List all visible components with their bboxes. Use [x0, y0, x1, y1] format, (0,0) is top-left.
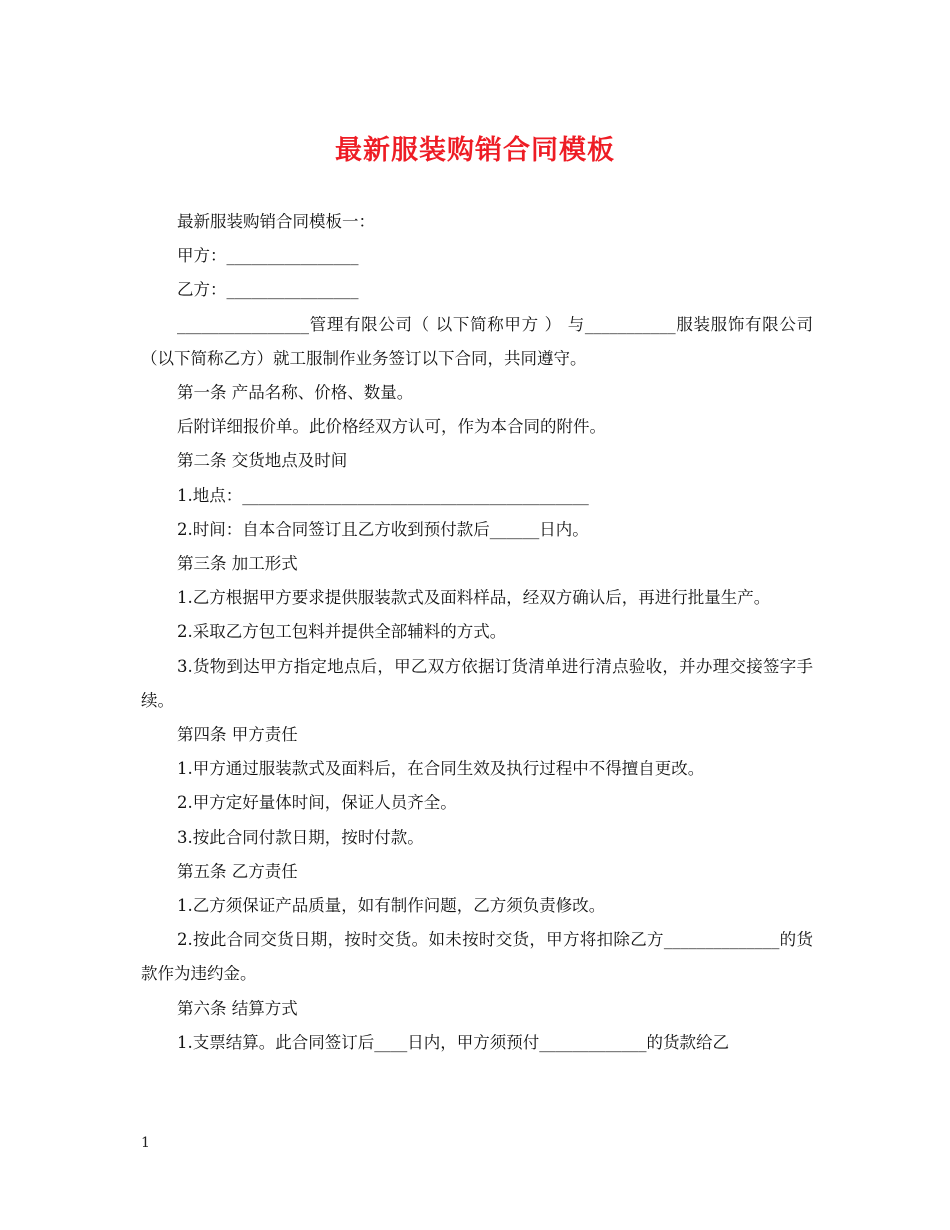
- paragraph: 3.货物到达甲方指定地点后，甲乙双方依据订货清单进行清点验收，并办理交接签字手续。: [141, 656, 813, 710]
- paragraph: 2.按此合同交货日期，按时交货。如未按时交货，甲方将扣除乙方______________的货款作为违约金。: [141, 930, 813, 984]
- paragraph: 2.甲方定好量体时间，保证人员齐全。: [177, 793, 457, 813]
- paragraph: 1.乙方须保证产品质量，如有制作问题，乙方须负责修改。: [177, 896, 606, 916]
- paragraph: ________________管理有限公司（ 以下简称甲方 ） 与___________服装服饰有限公司（以下简称乙方）就工服制作业务签订以下合同，共同遵守。: [141, 314, 813, 368]
- page-number: 1: [141, 1135, 150, 1151]
- article-heading: 第一条 产品名称、价格、数量。: [177, 383, 414, 403]
- document-title: 最新服装购销合同模板: [335, 135, 615, 166]
- article-heading: 第六条 结算方式: [177, 998, 298, 1018]
- paragraph: 1.甲方通过服装款式及面料后，在合同生效及执行过程中不得擅自更改。: [177, 759, 705, 779]
- paragraph: 1.乙方根据甲方要求提供服装款式及面料样品，经双方确认后，再进行批量生产。: [177, 588, 771, 608]
- paragraph: 2.采取乙方包工包料并提供全部辅料的方式。: [177, 622, 507, 642]
- paragraph: 3.按此合同付款日期，按时付款。: [177, 827, 424, 847]
- paragraph: 2.时间：自本合同签订且乙方收到预付款后______日内。: [177, 519, 589, 539]
- party-a-line: 甲方：________________: [177, 246, 359, 266]
- party-b-line: 乙方：________________: [177, 280, 359, 300]
- paragraph: 1.地点：__________________________________________: [177, 485, 589, 505]
- paragraph: 1.支票结算。此合同签订后____日内，甲方须预付_____________的货款给乙: [177, 1032, 729, 1052]
- document-body: [141, 205, 813, 1060]
- article-heading: 第三条 加工形式: [177, 554, 298, 574]
- paragraph: 最新服装购销合同模板一：: [177, 212, 375, 231]
- article-heading: 第四条 甲方责任: [177, 725, 298, 745]
- article-heading: 第二条 交货地点及时间: [177, 451, 348, 471]
- article-heading: 第五条 乙方责任: [177, 861, 298, 881]
- paragraph: 后附详细报价单。此价格经双方认可，作为本合同的附件。: [177, 417, 606, 437]
